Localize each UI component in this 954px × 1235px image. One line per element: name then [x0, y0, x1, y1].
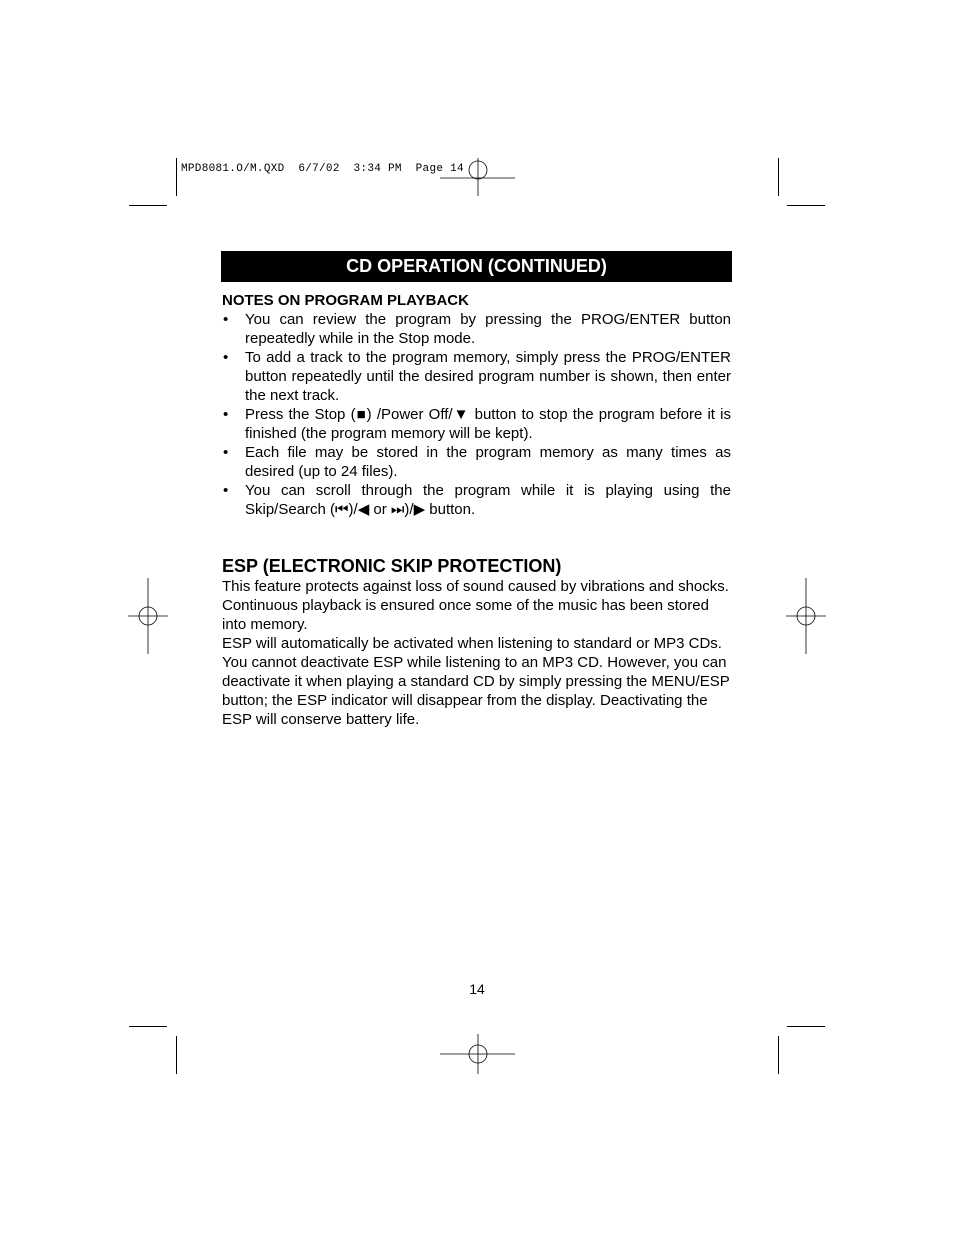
list-item: • You can review the program by pressing the PROG/ENTER button repeatedly while in the Stop mode. — [222, 310, 731, 348]
list-item: • Press the Stop (■) /Power Off/▼ button to stop the program before it is finished (the program memory will be kept). — [222, 405, 731, 443]
registration-mark-icon — [440, 1034, 516, 1076]
registration-mark-icon — [440, 150, 516, 196]
list-item: • You can scroll through the program while it is playing using the Skip/Search (⏮)/◀ or ⏭)/▶ button. — [222, 481, 731, 519]
notes-list — [222, 310, 731, 519]
crop-mark — [787, 1026, 825, 1027]
crop-mark — [176, 158, 177, 196]
page-content — [222, 291, 731, 729]
crop-mark — [778, 158, 779, 196]
crop-mark — [129, 205, 167, 206]
crop-mark — [129, 1026, 167, 1027]
page-number: 14 — [469, 981, 485, 997]
notes-heading: NOTES ON PROGRAM PLAYBACK — [222, 292, 469, 309]
crop-mark — [778, 1036, 779, 1074]
registration-mark-icon — [128, 578, 168, 654]
list-item: • Each file may be stored in the program memory as many times as desired (up to 24 files). — [222, 443, 731, 481]
list-item: • To add a track to the program memory, simply press the PROG/ENTER button repeatedly until the desired program number is shown, then enter the next track. — [222, 348, 731, 405]
registration-mark-icon — [786, 578, 826, 654]
crop-mark — [787, 205, 825, 206]
section-header-bar: CD OPERATION (CONTINUED) — [221, 251, 732, 282]
esp-paragraph: ESP will automatically be activated when listening to standard or MP3 CDs. You cannot deactivate ESP while listening to an MP3 CD. However, you can deactivate it when playing a standard CD by simply pressing the MENU/ESP button; the ESP indicator will disappear from the display. Deactivating the ESP will conserve battery life. — [222, 635, 730, 728]
print-slug: MPD8081.O/M.QXD 6/7/02 3:34 PM Page 14 — [181, 163, 464, 175]
esp-heading: ESP (ELECTRONIC SKIP PROTECTION) — [222, 556, 562, 576]
crop-mark — [176, 1036, 177, 1074]
esp-paragraph: This feature protects against loss of sound caused by vibrations and shocks. Continuous playback is ensured once some of the music has been stored into memory. — [222, 578, 729, 633]
